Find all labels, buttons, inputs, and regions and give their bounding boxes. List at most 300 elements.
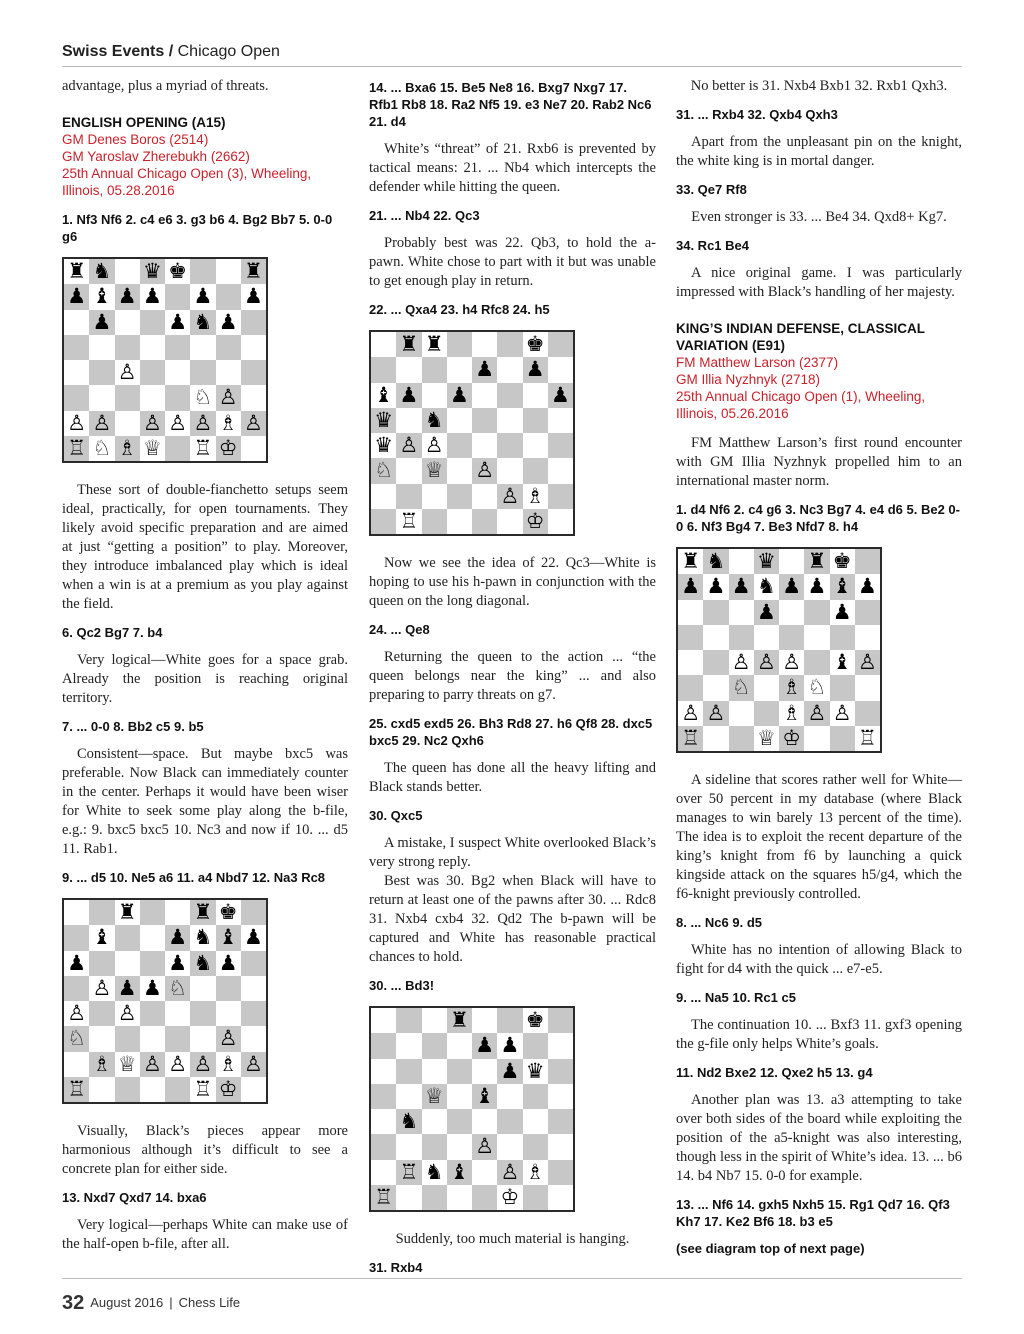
board-square bbox=[140, 951, 165, 976]
board-square bbox=[140, 1001, 165, 1026]
board-square bbox=[855, 549, 880, 574]
game-black-player: GM Yaroslav Zherebukh (2662) bbox=[62, 149, 250, 164]
board-square bbox=[830, 574, 855, 599]
board-square bbox=[64, 1001, 89, 1026]
board-square bbox=[64, 360, 89, 385]
white-queen-icon: ♕ bbox=[117, 1051, 137, 1076]
board-square bbox=[548, 383, 573, 408]
black-queen-icon: ♛ bbox=[374, 433, 394, 458]
black-pawn-icon: ♟ bbox=[168, 309, 188, 334]
page-number: 32 bbox=[62, 1292, 85, 1314]
board-square bbox=[371, 1008, 396, 1033]
board-square bbox=[165, 360, 190, 385]
board-square bbox=[497, 1059, 522, 1084]
paragraph: A mistake, I suspect White overlooked Black’s very strong reply. bbox=[369, 835, 656, 870]
board-square bbox=[140, 259, 165, 284]
black-bishop-icon: ♝ bbox=[92, 284, 112, 309]
issue-date: August 2016 bbox=[90, 1295, 164, 1310]
board-square bbox=[241, 1052, 266, 1077]
board-square bbox=[497, 1008, 522, 1033]
board-square bbox=[754, 726, 779, 751]
black-pawn-icon: ♟ bbox=[807, 574, 827, 599]
board-square bbox=[371, 1185, 396, 1210]
board-square bbox=[216, 1077, 241, 1102]
move-text: 34. Rc1 Be4 bbox=[676, 238, 749, 253]
board-square bbox=[729, 675, 754, 700]
board-square bbox=[140, 360, 165, 385]
board-square bbox=[447, 383, 472, 408]
paragraph: Another plan was 13. a3 attempting to take over both sides of the board while exploiting the position of the a5-knight was also interesting, though less in the spirit of White’s idea. 13. ... b6 14. b4 Nb7 15. 0-0 for example. bbox=[676, 1092, 962, 1184]
board-square bbox=[472, 383, 497, 408]
board-square bbox=[165, 1077, 190, 1102]
board-square bbox=[64, 976, 89, 1001]
paragraph: No better is 31. Nxb4 Bxb1 32. Rxb1 Qxh3. bbox=[690, 78, 948, 94]
board-square bbox=[140, 284, 165, 309]
board-square bbox=[447, 433, 472, 458]
board-square bbox=[64, 925, 89, 950]
black-pawn-icon: ♟ bbox=[67, 284, 87, 309]
white-pawn-icon: ♙ bbox=[756, 650, 776, 675]
board-square bbox=[422, 357, 447, 382]
board-square bbox=[523, 1059, 548, 1084]
game-title: KING’S INDIAN DEFENSE, CLASSICAL VARIATION (E91) bbox=[676, 321, 925, 353]
board-square bbox=[89, 900, 114, 925]
white-rook-icon: ♖ bbox=[857, 725, 877, 750]
game-title: ENGLISH OPENING (A15) bbox=[62, 115, 226, 130]
black-pawn-icon: ♟ bbox=[117, 975, 137, 1000]
white-queen-icon: ♕ bbox=[142, 435, 162, 460]
board-square bbox=[472, 458, 497, 483]
board-square bbox=[497, 1033, 522, 1058]
board-square bbox=[64, 284, 89, 309]
board-square bbox=[855, 675, 880, 700]
board-square bbox=[190, 310, 215, 335]
board-square bbox=[371, 1084, 396, 1109]
page-footer bbox=[62, 1292, 240, 1315]
board-square bbox=[216, 951, 241, 976]
board-square bbox=[241, 925, 266, 950]
black-pawn-icon: ♟ bbox=[500, 1058, 520, 1083]
board-square bbox=[855, 574, 880, 599]
board-square bbox=[216, 900, 241, 925]
black-queen-icon: ♛ bbox=[525, 1058, 545, 1083]
board-square bbox=[447, 1134, 472, 1159]
black-rook-icon: ♜ bbox=[117, 900, 137, 925]
white-pawn-icon: ♙ bbox=[142, 1051, 162, 1076]
board-square bbox=[447, 484, 472, 509]
board-square bbox=[396, 1084, 421, 1109]
white-pawn-icon: ♙ bbox=[142, 410, 162, 435]
black-pawn-icon: ♟ bbox=[857, 574, 877, 599]
board-square bbox=[190, 1052, 215, 1077]
white-pawn-icon: ♙ bbox=[218, 385, 238, 410]
black-queen-icon: ♛ bbox=[142, 259, 162, 284]
board-square bbox=[422, 433, 447, 458]
board-square bbox=[497, 332, 522, 357]
white-bishop-icon: ♗ bbox=[525, 483, 545, 508]
board-square bbox=[497, 509, 522, 534]
black-pawn-icon: ♟ bbox=[168, 950, 188, 975]
board-square bbox=[115, 335, 140, 360]
board-square bbox=[216, 976, 241, 1001]
board-square bbox=[190, 1026, 215, 1051]
black-king-icon: ♚ bbox=[832, 549, 852, 574]
board-square bbox=[371, 458, 396, 483]
board-square bbox=[703, 549, 728, 574]
white-pawn-icon: ♙ bbox=[857, 650, 877, 675]
move-text: 6. Qc2 Bg7 7. b4 bbox=[62, 625, 163, 640]
board-square bbox=[396, 1033, 421, 1058]
board-square bbox=[548, 484, 573, 509]
board-square bbox=[241, 976, 266, 1001]
board-square bbox=[754, 600, 779, 625]
black-rook-icon: ♜ bbox=[424, 332, 444, 357]
move-text: 13. ... Nf6 14. gxh5 Nxh5 15. Rg1 Qd7 16. Qf3 Kh7 17. Ke2 Bf6 18. b3 e5 bbox=[676, 1197, 950, 1229]
board-square bbox=[216, 310, 241, 335]
white-pawn-icon: ♙ bbox=[782, 650, 802, 675]
black-pawn-icon: ♟ bbox=[399, 382, 419, 407]
board-square bbox=[396, 1059, 421, 1084]
black-pawn-icon: ♟ bbox=[475, 357, 495, 382]
board-square bbox=[89, 385, 114, 410]
black-rook-icon: ♜ bbox=[67, 259, 87, 284]
black-pawn-icon: ♟ bbox=[525, 357, 545, 382]
board-square bbox=[523, 1084, 548, 1109]
board-square bbox=[422, 1185, 447, 1210]
white-rook-icon: ♖ bbox=[374, 1184, 394, 1209]
board-square bbox=[830, 701, 855, 726]
board-square bbox=[678, 574, 703, 599]
board-square bbox=[497, 383, 522, 408]
paragraph: White has no intention of allowing Black to fight for d4 with the quick ... e7-e5. bbox=[676, 942, 962, 977]
white-pawn-icon: ♙ bbox=[500, 1159, 520, 1184]
white-pawn-icon: ♙ bbox=[681, 700, 701, 725]
board-square bbox=[855, 625, 880, 650]
board-square bbox=[371, 433, 396, 458]
board-square bbox=[447, 357, 472, 382]
board-square bbox=[64, 951, 89, 976]
board-square bbox=[371, 383, 396, 408]
white-pawn-icon: ♙ bbox=[117, 360, 137, 385]
white-pawn-icon: ♙ bbox=[243, 410, 263, 435]
paragraph: The continuation 10. ... Bxf3 11. gxf3 opening the g-file only helps White’s goals. bbox=[676, 1017, 962, 1052]
board-square bbox=[523, 1185, 548, 1210]
board-square bbox=[548, 1059, 573, 1084]
board-square bbox=[754, 625, 779, 650]
board-square bbox=[115, 259, 140, 284]
board-square bbox=[241, 951, 266, 976]
white-bishop-icon: ♗ bbox=[218, 1051, 238, 1076]
board-square bbox=[371, 1109, 396, 1134]
white-rook-icon: ♖ bbox=[67, 435, 87, 460]
board-square bbox=[190, 1001, 215, 1026]
black-pawn-icon: ♟ bbox=[243, 925, 263, 950]
paragraph: Probably best was 22. Qb3, to hold the a-pawn. White chose to part with it but was unable to get enough play in return. bbox=[369, 235, 656, 289]
black-pawn-icon: ♟ bbox=[706, 574, 726, 599]
board-square bbox=[371, 1160, 396, 1185]
board-square bbox=[472, 433, 497, 458]
board-square bbox=[678, 701, 703, 726]
board-square bbox=[396, 484, 421, 509]
board-square bbox=[447, 1008, 472, 1033]
white-pawn-icon: ♙ bbox=[218, 1026, 238, 1051]
board-square bbox=[678, 675, 703, 700]
game-black-player: GM Illia Nyzhnyk (2718) bbox=[676, 372, 821, 387]
column-3 bbox=[676, 77, 962, 1267]
paragraph: Visually, Black’s pieces appear more harmonious although it’s difficult to see a concrete plan for either side. bbox=[62, 1123, 348, 1177]
board-square bbox=[804, 675, 829, 700]
move-text: 21. ... Nb4 22. Qc3 bbox=[369, 208, 480, 223]
board-square bbox=[548, 458, 573, 483]
board-square bbox=[703, 701, 728, 726]
board-square bbox=[804, 650, 829, 675]
board-square bbox=[190, 925, 215, 950]
board-square bbox=[523, 1033, 548, 1058]
board-square bbox=[190, 259, 215, 284]
black-pawn-icon: ♟ bbox=[168, 925, 188, 950]
board-square bbox=[64, 385, 89, 410]
board-square bbox=[190, 976, 215, 1001]
black-king-icon: ♚ bbox=[168, 259, 188, 284]
board-square bbox=[165, 951, 190, 976]
header-slash: / bbox=[164, 43, 178, 60]
board-square bbox=[548, 509, 573, 534]
board-square bbox=[190, 360, 215, 385]
board-square bbox=[447, 1084, 472, 1109]
board-square bbox=[422, 1109, 447, 1134]
white-pawn-icon: ♙ bbox=[399, 433, 419, 458]
black-pawn-icon: ♟ bbox=[782, 574, 802, 599]
board-square bbox=[165, 976, 190, 1001]
board-square bbox=[497, 1134, 522, 1159]
board-square bbox=[729, 549, 754, 574]
white-rook-icon: ♖ bbox=[399, 1159, 419, 1184]
magazine-name: Chess Life bbox=[178, 1295, 241, 1310]
board-square bbox=[523, 433, 548, 458]
board-square bbox=[115, 310, 140, 335]
black-pawn-icon: ♟ bbox=[550, 382, 570, 407]
board-square bbox=[422, 484, 447, 509]
board-square bbox=[396, 433, 421, 458]
white-knight-icon: ♘ bbox=[168, 975, 188, 1000]
board-square bbox=[89, 1077, 114, 1102]
paragraph: A nice original game. I was particularly impressed with Black’s handling of her majesty. bbox=[676, 265, 962, 300]
board-square bbox=[190, 900, 215, 925]
black-king-icon: ♚ bbox=[525, 1008, 545, 1033]
board-square bbox=[140, 335, 165, 360]
board-square bbox=[754, 650, 779, 675]
board-square bbox=[703, 650, 728, 675]
board-square bbox=[115, 436, 140, 461]
board-square bbox=[548, 1109, 573, 1134]
board-square bbox=[523, 1109, 548, 1134]
board-square bbox=[422, 408, 447, 433]
white-rook-icon: ♖ bbox=[399, 508, 419, 533]
board-square bbox=[216, 925, 241, 950]
board-square bbox=[115, 385, 140, 410]
board-square bbox=[241, 259, 266, 284]
board-square bbox=[830, 600, 855, 625]
board-square bbox=[89, 310, 114, 335]
board-square bbox=[548, 1185, 573, 1210]
board-square bbox=[548, 357, 573, 382]
black-king-icon: ♚ bbox=[525, 332, 545, 357]
white-pawn-icon: ♙ bbox=[92, 975, 112, 1000]
board-square bbox=[447, 458, 472, 483]
board-square bbox=[447, 1059, 472, 1084]
game-info bbox=[62, 131, 348, 199]
board-square bbox=[216, 335, 241, 360]
game-event: 25th Annual Chicago Open (3), Wheeling, Illinois, 05.28.2016 bbox=[62, 166, 312, 198]
board-square bbox=[472, 1109, 497, 1134]
black-queen-icon: ♛ bbox=[756, 549, 776, 574]
move-text: 33. Qe7 Rf8 bbox=[676, 182, 747, 197]
paragraph: The queen has done all the heavy lifting and Black stands better. bbox=[369, 760, 656, 795]
black-king-icon: ♚ bbox=[218, 900, 238, 925]
black-knight-icon: ♞ bbox=[399, 1109, 419, 1134]
board-square bbox=[216, 411, 241, 436]
board-square bbox=[190, 411, 215, 436]
black-pawn-icon: ♟ bbox=[142, 284, 162, 309]
white-pawn-icon: ♙ bbox=[193, 1051, 213, 1076]
game-info bbox=[676, 354, 962, 422]
board-square bbox=[190, 385, 215, 410]
board-square bbox=[422, 1008, 447, 1033]
board-square bbox=[371, 1134, 396, 1159]
board-square bbox=[447, 1185, 472, 1210]
board-square bbox=[548, 1008, 573, 1033]
board-square bbox=[422, 1134, 447, 1159]
board-square bbox=[830, 625, 855, 650]
board-square bbox=[115, 284, 140, 309]
board-square bbox=[165, 335, 190, 360]
black-knight-icon: ♞ bbox=[193, 309, 213, 334]
chess-diagram bbox=[62, 898, 268, 1104]
board-square bbox=[89, 1001, 114, 1026]
game-white-player: GM Denes Boros (2514) bbox=[62, 132, 209, 147]
black-knight-icon: ♞ bbox=[193, 925, 213, 950]
board-square bbox=[241, 1001, 266, 1026]
board-square bbox=[472, 1033, 497, 1058]
column-1 bbox=[62, 77, 348, 1260]
board-square bbox=[115, 360, 140, 385]
board-square bbox=[115, 951, 140, 976]
board-square bbox=[190, 951, 215, 976]
board-square bbox=[371, 332, 396, 357]
see-next-page-note: (see diagram top of next page) bbox=[676, 1241, 865, 1256]
white-rook-icon: ♖ bbox=[67, 1076, 87, 1101]
board-square bbox=[241, 411, 266, 436]
board-square bbox=[523, 383, 548, 408]
board-square bbox=[241, 436, 266, 461]
board-square bbox=[497, 1109, 522, 1134]
white-king-icon: ♔ bbox=[500, 1184, 520, 1209]
board-square bbox=[830, 650, 855, 675]
board-square bbox=[190, 284, 215, 309]
board-square bbox=[830, 726, 855, 751]
black-pawn-icon: ♟ bbox=[449, 382, 469, 407]
paragraph: White’s “threat” of 21. Rxb6 is prevented by tactical means: 21. ... Nb4 which intercepts the defender while hitting the queen. bbox=[369, 141, 656, 195]
black-pawn-icon: ♟ bbox=[475, 1033, 495, 1058]
board-square bbox=[115, 1052, 140, 1077]
board-square bbox=[548, 408, 573, 433]
board-square bbox=[779, 726, 804, 751]
board-square bbox=[165, 436, 190, 461]
board-square bbox=[165, 310, 190, 335]
board-square bbox=[754, 701, 779, 726]
black-knight-icon: ♞ bbox=[424, 407, 444, 432]
board-square bbox=[165, 411, 190, 436]
black-knight-icon: ♞ bbox=[424, 1159, 444, 1184]
move-text: 11. Nd2 Bxe2 12. Qxe2 h5 13. g4 bbox=[676, 1065, 873, 1080]
board-square bbox=[422, 1033, 447, 1058]
board-square bbox=[140, 925, 165, 950]
black-pawn-icon: ♟ bbox=[117, 284, 137, 309]
white-pawn-icon: ♙ bbox=[243, 1051, 263, 1076]
white-knight-icon: ♘ bbox=[193, 385, 213, 410]
board-square bbox=[779, 625, 804, 650]
board-square bbox=[115, 411, 140, 436]
board-square bbox=[804, 574, 829, 599]
white-bishop-icon: ♗ bbox=[218, 410, 238, 435]
board-square bbox=[64, 900, 89, 925]
board-square bbox=[523, 1008, 548, 1033]
black-rook-icon: ♜ bbox=[243, 259, 263, 284]
board-square bbox=[729, 650, 754, 675]
board-square bbox=[216, 360, 241, 385]
game-event: 25th Annual Chicago Open (1), Wheeling, Illinois, 05.26.2016 bbox=[676, 389, 926, 421]
board-square bbox=[165, 1001, 190, 1026]
board-square bbox=[165, 925, 190, 950]
paragraph: A sideline that scores rather well for White—over 50 percent in my database (where Black manages to win barely 13 percent of the time). The idea is to exploit the recent departure of the king’s knight from f6 by launching a quick kingside attack on the squares h5/g4, which the f6-knight previously controlled. bbox=[676, 772, 962, 902]
board-square bbox=[729, 726, 754, 751]
board-square bbox=[396, 332, 421, 357]
black-queen-icon: ♛ bbox=[374, 407, 394, 432]
board-square bbox=[396, 1008, 421, 1033]
board-square bbox=[396, 1109, 421, 1134]
white-knight-icon: ♘ bbox=[92, 435, 112, 460]
board-square bbox=[678, 600, 703, 625]
board-square bbox=[216, 1052, 241, 1077]
black-knight-icon: ♞ bbox=[193, 950, 213, 975]
board-square bbox=[754, 574, 779, 599]
white-pawn-icon: ♙ bbox=[706, 700, 726, 725]
black-bishop-icon: ♝ bbox=[374, 382, 394, 407]
board-square bbox=[64, 259, 89, 284]
white-king-icon: ♔ bbox=[525, 508, 545, 533]
board-square bbox=[89, 1052, 114, 1077]
board-square bbox=[422, 509, 447, 534]
white-pawn-icon: ♙ bbox=[92, 410, 112, 435]
board-square bbox=[523, 357, 548, 382]
black-rook-icon: ♜ bbox=[449, 1008, 469, 1033]
column-2 bbox=[369, 77, 656, 1286]
white-pawn-icon: ♙ bbox=[731, 650, 751, 675]
board-square bbox=[216, 284, 241, 309]
white-pawn-icon: ♙ bbox=[193, 410, 213, 435]
board-square bbox=[678, 549, 703, 574]
board-square bbox=[447, 509, 472, 534]
board-square bbox=[472, 484, 497, 509]
board-square bbox=[140, 976, 165, 1001]
white-king-icon: ♔ bbox=[782, 725, 802, 750]
black-rook-icon: ♜ bbox=[193, 900, 213, 925]
board-square bbox=[523, 1134, 548, 1159]
board-square bbox=[396, 357, 421, 382]
black-pawn-icon: ♟ bbox=[92, 309, 112, 334]
board-square bbox=[64, 335, 89, 360]
board-square bbox=[804, 726, 829, 751]
